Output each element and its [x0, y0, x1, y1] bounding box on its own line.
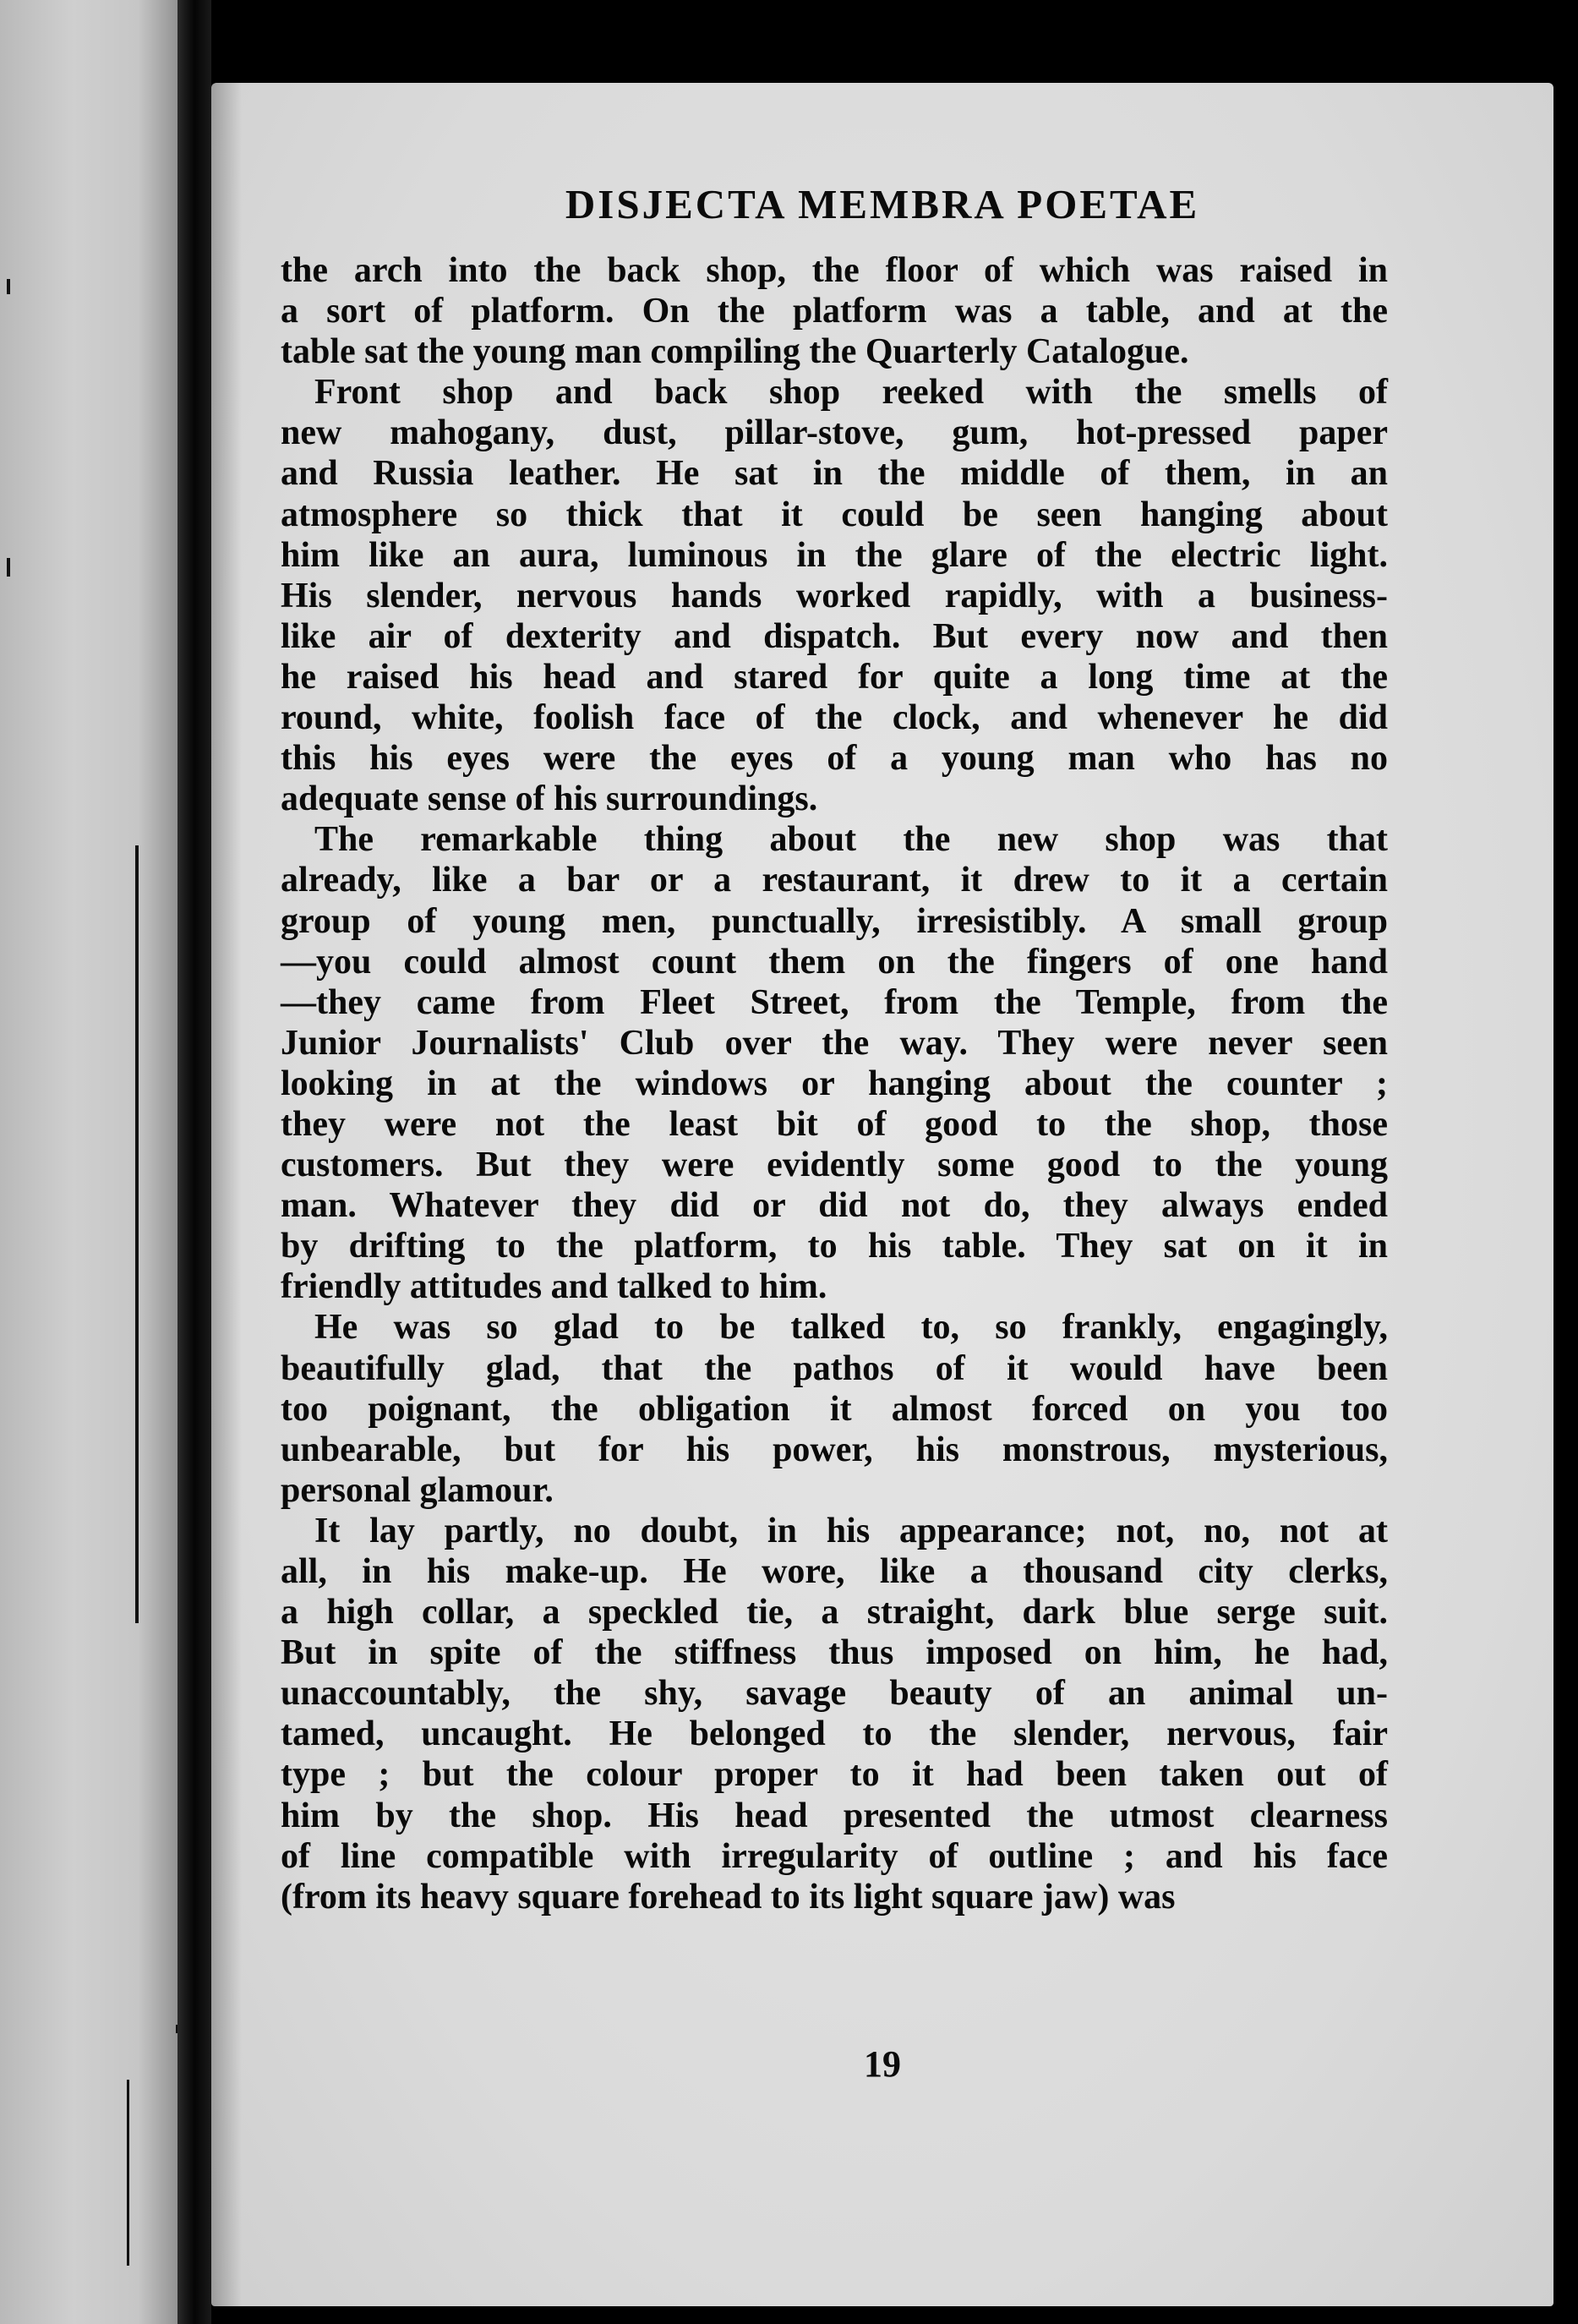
margin-mark: [127, 2080, 129, 2266]
text-line: He was so glad to be talked to, so frankly, engagingly,: [314, 1308, 1388, 1348]
text-line: —you could almost count them on the fingers of one hand: [281, 942, 1388, 982]
text-line: table sat the young man compiling the Quarterly Catalogue.: [281, 332, 1189, 372]
text-line: His slender, nervous hands worked rapidly, with a business-: [281, 576, 1388, 615]
text-line: him by the shop. His head presented the utmost clearness: [281, 1796, 1388, 1835]
paragraph: [281, 1307, 1388, 1510]
text-line: already, like a bar or a restaurant, it drew to it a certain: [281, 861, 1388, 900]
text-line: him like an aura, luminous in the glare of the electric light.: [281, 535, 1388, 575]
text-line: round, white, foolish face of the clock, and whenever he did: [281, 698, 1388, 738]
text-line: adequate sense of his surroundings.: [281, 779, 818, 819]
text-line: unaccountably, the shy, savage beauty of an animal un-: [281, 1674, 1388, 1714]
margin-mark: [7, 558, 10, 577]
text-line: like air of dexterity and dispatch. But every now and then: [281, 616, 1388, 656]
text-line: unbearable, but for his power, his monstrous, mysterious,: [281, 1430, 1388, 1469]
paragraph: [281, 250, 1388, 372]
text-line: customers. But they were evidently some good to the young: [281, 1146, 1388, 1185]
text-line: (from its heavy square forehead to its light square jaw) was: [281, 1877, 1176, 1917]
text-line: But in spite of the stiffness thus imposed on him, he had,: [281, 1633, 1388, 1673]
text-line: tamed, uncaught. He belonged to the slender, nervous, fair: [281, 1714, 1388, 1754]
paragraph: [281, 372, 1388, 819]
text-line: he raised his head and stared for quite a long time at the: [281, 657, 1388, 697]
running-head: DISJECTA MEMBRA POETAE: [565, 181, 1200, 227]
text-line: a high collar, a speckled tie, a straight, dark blue serge suit.: [281, 1593, 1388, 1632]
text-line: group of young men, punctually, irresistibly. A small group: [281, 901, 1388, 941]
text-line: atmosphere so thick that it could be seen hanging about: [281, 495, 1388, 534]
text-line: It lay partly, no doubt, in his appearance; not, no, not at: [314, 1511, 1388, 1550]
book-gutter: [177, 0, 211, 2324]
page-number: 19: [864, 2043, 901, 2085]
text-line: all, in his make-up. He wore, like a thousand city clerks,: [281, 1552, 1388, 1591]
text-line: man. Whatever they did or did not do, they always ended: [281, 1186, 1388, 1226]
book-page: [211, 83, 1553, 2306]
facing-page-edge: [0, 0, 184, 2324]
text-line: they were not the least bit of good to the shop, those: [281, 1104, 1388, 1144]
text-line: a sort of platform. On the platform was a table, and at the: [281, 292, 1388, 331]
text-line: too poignant, the obligation it almost forced on you too: [281, 1389, 1388, 1429]
text-line: looking in at the windows or hanging about the counter ;: [281, 1064, 1388, 1103]
text-line: by drifting to the platform, to his table. They sat on it in: [281, 1227, 1388, 1266]
paragraph: [281, 819, 1388, 1307]
margin-mark: [135, 845, 139, 1623]
text-line: of line compatible with irregularity of outline ; and his face: [281, 1836, 1388, 1876]
paragraph: [281, 1511, 1388, 1917]
text-line: personal glamour.: [281, 1470, 554, 1510]
text-line: type ; but the colour proper to it had been taken out of: [281, 1755, 1388, 1795]
text-line: friendly attitudes and talked to him.: [281, 1267, 827, 1307]
text-line: and Russia leather. He sat in the middle of them, in an: [281, 454, 1388, 494]
text-line: this his eyes were the eyes of a young man who has no: [281, 739, 1388, 779]
margin-mark: [7, 279, 10, 294]
text-line: Junior Journalists' Club over the way. They were never seen: [281, 1023, 1388, 1063]
text-line: The remarkable thing about the new shop was that: [314, 820, 1388, 860]
text-line: —they came from Fleet Street, from the Temple, from the: [281, 982, 1388, 1022]
body-text: [281, 250, 1388, 1917]
text-line: Front shop and back shop reeked with the smells of: [314, 373, 1388, 413]
text-line: the arch into the back shop, the floor of which was raised in: [281, 251, 1388, 290]
page-shadow: [211, 83, 242, 2306]
text-line: beautifully glad, that the pathos of it would have been: [281, 1348, 1388, 1388]
text-line: new mahogany, dust, pillar-stove, gum, hot-pressed paper: [281, 413, 1388, 453]
